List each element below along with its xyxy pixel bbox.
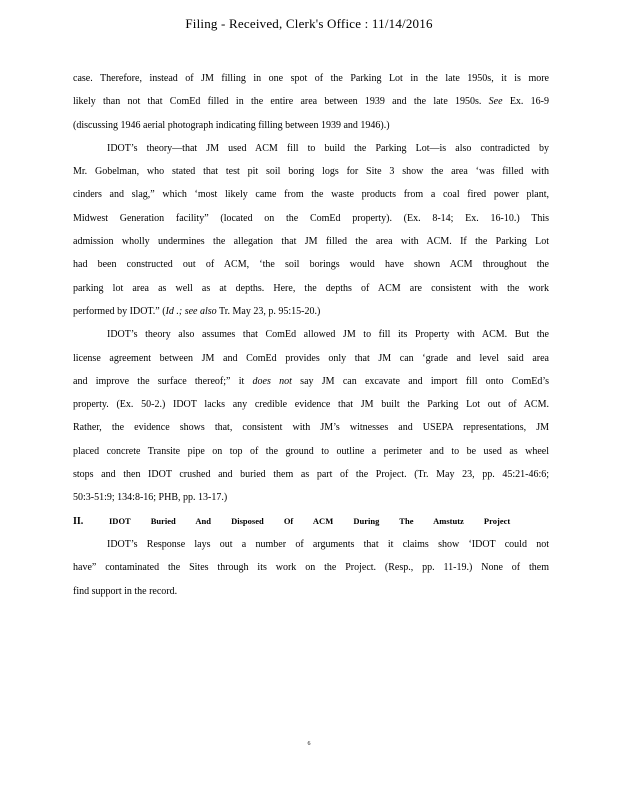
p3-line-4: property. (Ex. 50-2.) IDOT lacks any credible evidence that JM built the Parking Lot out of ACM. <box>73 399 549 411</box>
page-number: 6 <box>307 741 311 747</box>
p2-line-8-end: Tr. May 23, p. 95:15-20.) <box>216 305 321 317</box>
p2-line-8 <box>73 300 549 323</box>
document-body <box>73 67 549 603</box>
filing-header: Filing - Received, Clerk's Office : 11/14/2016 <box>185 16 433 31</box>
p2-line-7: parking lot area as well as at depths. Here, the depths of ACM are consistent with the work <box>73 282 549 294</box>
section-title: IDOT Buried And Disposed Of ACM During The Amstutz Project <box>109 515 511 526</box>
id-citation: Id .; see also <box>165 305 217 317</box>
does-not-emphasis: does not <box>252 375 292 387</box>
p2-line-1: IDOT’s theory—that JM used ACM fill to build the Parking Lot—is also contradicted by <box>107 142 549 154</box>
p2-line-6: had been constructed out of ACM, ‘the soil borings would have shown ACM throughout the <box>73 259 549 271</box>
p2-line-3: cinders and slag,” which ‘most likely came from the waste products from a coal fired power plant, <box>73 189 549 201</box>
p3-line-3 <box>73 370 549 393</box>
p4-line-3: find support in the record. <box>73 585 178 597</box>
p1-line-2-text: likely than not that ComEd filled in the entire area between 1939 and the late 1950s. <box>73 96 482 108</box>
p3-line-2: license agreement between JM and ComEd provides only that JM can ‘grade and level said area <box>73 352 549 364</box>
p4-line-1: IDOT’s Response lays out a number of arguments that it claims show ‘IDOT could not <box>107 538 549 550</box>
section-heading <box>73 510 549 533</box>
section-number: II. <box>73 515 84 527</box>
p3-line-8: 50:3-51:9; 134:8-16; PHB, pp. 13-17.) <box>73 492 228 504</box>
p4-line-2: have” contaminated the Sites through its work on the Project. (Resp., pp. 11-19.) None of them <box>73 562 549 574</box>
p2-line-5: admission wholly undermines the allegation that JM filled the area with ACM. If the Parking Lot <box>73 236 549 248</box>
p3-line-7: stops and then IDOT crushed and buried them as part of the Project. (Tr. May 23, pp. 45:21-46:6; <box>73 469 549 481</box>
p3-line-3-start: and improve the surface thereof;” it <box>73 375 245 387</box>
p2-line-8-start: performed by IDOT.” ( <box>73 305 166 317</box>
p1-line-2 <box>73 90 549 113</box>
p2-line-2: Mr. Gobelman, who stated that test pit soil boring logs for Site 3 show the area ‘was filled with <box>73 166 549 178</box>
p3-line-5: Rather, the evidence shows that, consistent with JM’s witnesses and USEPA representations, JM <box>73 422 549 434</box>
p2-line-4: Midwest Generation facility” (located on the ComEd property). (Ex. 8-14; Ex. 16-10.) This <box>73 212 549 224</box>
p3-line-1: IDOT’s theory also assumes that ComEd allowed JM to fill its Property with ACM. But the <box>107 329 549 341</box>
p1-line-1: case. Therefore, instead of JM filling in one spot of the Parking Lot in the late 1950s, it is more <box>73 73 549 84</box>
p3-line-3-end: say JM can excavate and import fill onto ComEd’s <box>300 375 550 387</box>
exhibit-ref: Ex. 16-9 <box>502 96 550 108</box>
see-citation: See <box>488 96 503 108</box>
p1-line-3: (discussing 1946 aerial photograph indicating filling between 1939 and 1946).) <box>73 119 390 131</box>
p3-line-6: placed concrete Transite pipe on top of the ground to outline a perimeter and to be used as wheel <box>73 445 549 457</box>
